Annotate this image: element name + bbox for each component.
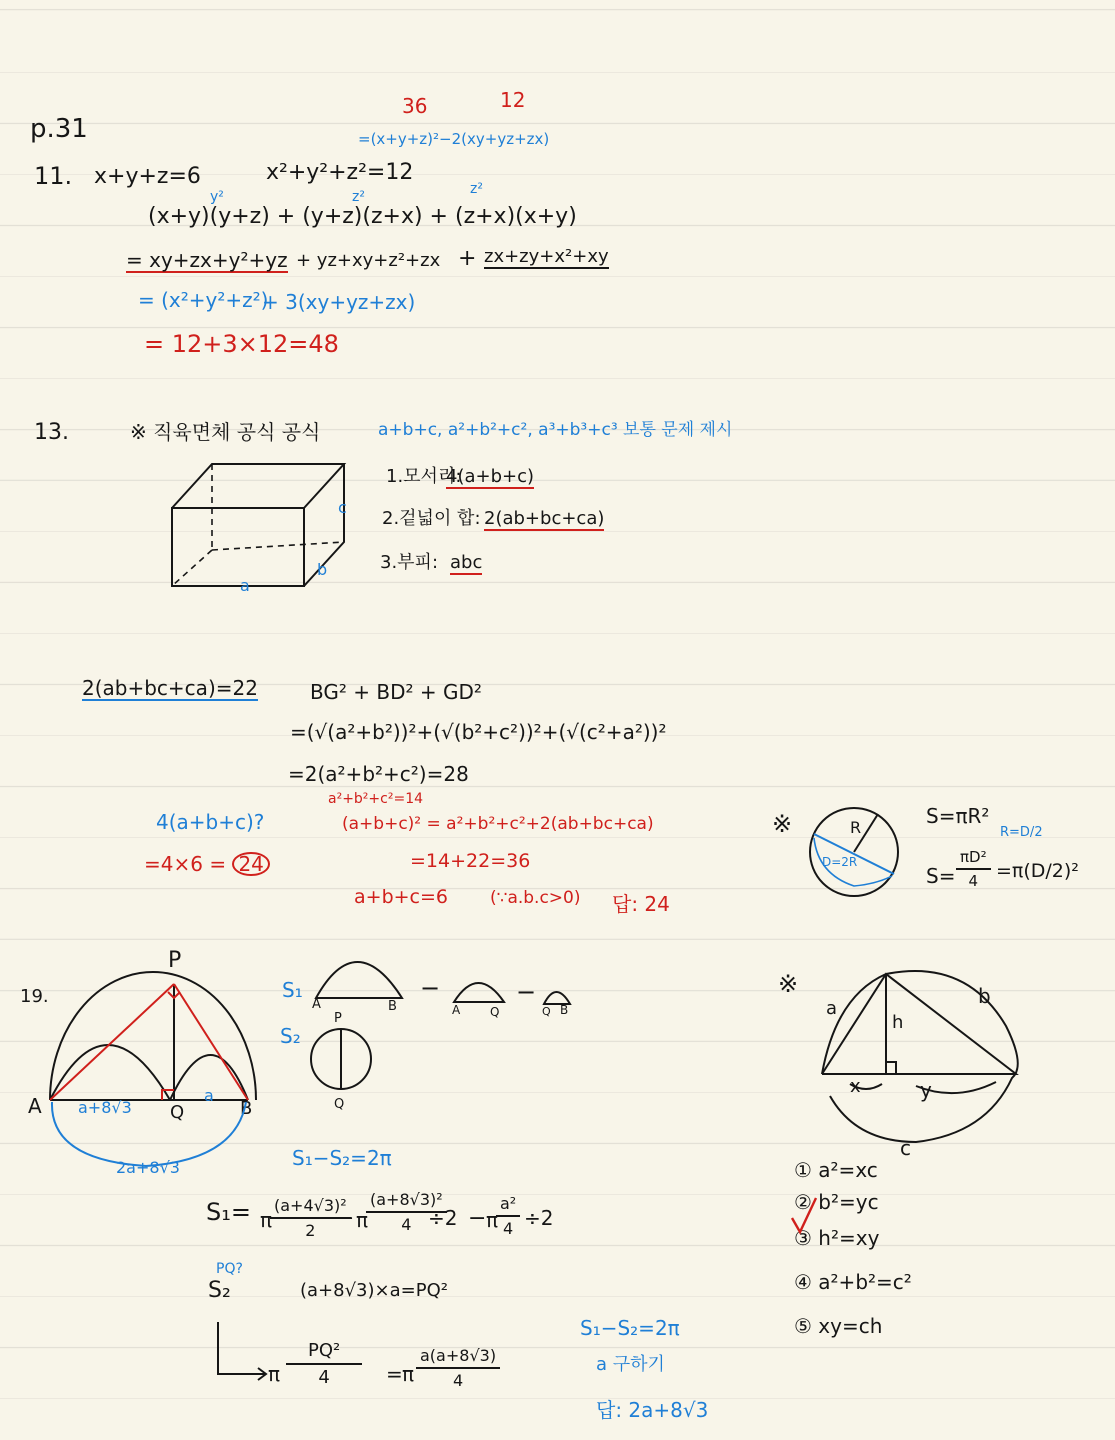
formula-1-label: 1.모서리: [386, 466, 462, 487]
s1-mid-Q: Q [490, 1005, 500, 1019]
formula-2-label: 2.겉넓이 합: [382, 508, 481, 529]
S2-label: S₂ [280, 1024, 301, 1048]
area-formula-r: S=πR² [926, 804, 990, 828]
pi-4: π [268, 1362, 281, 1386]
problem-19-label: 19. [20, 986, 49, 1007]
given-surface: 2(ab+bc+ca)=22 [82, 676, 258, 700]
S2-line-label: S₂ [208, 1278, 231, 1303]
note-12: 12 [500, 88, 526, 112]
segment-aq: a+8√3 [78, 1098, 132, 1117]
problem-13-label: 13. [34, 420, 69, 445]
relation-1: ① a²=xc [794, 1158, 878, 1182]
relation-2: ② b²=yc [794, 1190, 879, 1214]
sup-y2: y² [210, 189, 224, 205]
eq-sign: = [386, 1362, 403, 1386]
relation-5: ⑤ xy=ch [794, 1314, 883, 1338]
expansion-plus: + [458, 246, 477, 271]
pi-1: π [260, 1208, 273, 1232]
step-3a: = (x²+y²+z²) [138, 288, 269, 312]
segment-a: a [204, 1086, 214, 1105]
formula-1-value: 4(a+b+c) [446, 466, 535, 487]
circle-diagram [806, 802, 906, 902]
s1-mid-A: A [452, 1003, 461, 1017]
minus-1: − [420, 974, 441, 1002]
edge-c: c [338, 498, 347, 517]
S2-circle [308, 1024, 378, 1094]
semicircle-diagram [44, 972, 264, 1092]
difference-given: S₁−S₂=2π [292, 1146, 392, 1170]
edge-b: b [317, 560, 328, 579]
minus-3: − [336, 1206, 355, 1231]
expansion-3: zx+zy+x²+xy [484, 246, 609, 267]
s1-small-QB: Q [542, 1005, 551, 1018]
triangle-circle-diagram [816, 966, 1026, 1146]
step-4-result: = 12+3×12=48 [144, 330, 339, 358]
note-36: 36 [402, 94, 428, 118]
term3-tail: ÷2 [524, 1206, 554, 1230]
problem-11-label: 11. [34, 162, 73, 190]
arrow-connector [212, 1320, 272, 1380]
S1-term-3 [496, 1194, 520, 1238]
eq-14: a²+b²+c²=14 [328, 791, 424, 807]
question-edge-sum: 4(a+b+c)? [156, 810, 265, 834]
expansion-2: + yz+xy+z²+zx [296, 250, 441, 271]
S1-expression-pre: S₁= [206, 1198, 251, 1226]
sup-z2-a: z² [352, 189, 365, 205]
area-formula-d-pre: S= [926, 864, 956, 888]
S2-result-1 [286, 1340, 362, 1388]
res1-num: PQ² [286, 1340, 362, 1365]
point-B: B [240, 1098, 253, 1119]
term1-den: 2 [305, 1221, 316, 1240]
PQ-equation: (a+8√3)×a=PQ² [300, 1280, 448, 1301]
point-P: P [168, 948, 182, 973]
circle-note-mark: ※ [772, 810, 793, 838]
diameter-label: D=2R [822, 855, 858, 869]
point-Q: Q [170, 1102, 185, 1123]
radius-label: R [850, 818, 862, 837]
side-b: b [978, 984, 991, 1008]
s2-P: P [334, 1011, 342, 1026]
formula-3-label: 3.부피: [380, 552, 439, 573]
term1-num: (a+4√3)² [270, 1196, 351, 1219]
segment-x: x [850, 1076, 861, 1097]
side-a: a [826, 998, 838, 1019]
pi-3: π [486, 1208, 499, 1232]
answer-19: 답: 2a+8√3 [596, 1398, 709, 1422]
final-answer-13: 답: 24 [612, 892, 670, 916]
segment-total: 2a+8√3 [116, 1158, 180, 1177]
s1-A: A [312, 997, 321, 1012]
sum-6: a+b+c=6 [354, 886, 448, 908]
find-a-note: a 구하기 [596, 1354, 665, 1375]
diagonals-squared: BG² + BD² + GD² [310, 680, 482, 704]
relation-3: ③ h²=xy [794, 1226, 880, 1250]
area-formula-d-post: =π(D/2)² [996, 860, 1079, 882]
expansion-1: = xy+zx+y²+yz [126, 248, 288, 272]
cuboid-formula-title: ※ 직육면체 공식 공식 [130, 420, 321, 444]
given-square-sum: x²+y²+z²=12 [266, 160, 414, 185]
term3-den: 4 [503, 1219, 514, 1238]
answer-circled: 24 [232, 852, 269, 876]
pi-5: π [402, 1362, 415, 1386]
area-frac-den: 4 [968, 872, 979, 890]
minus-2: − [516, 978, 537, 1006]
term2-tail: ÷2 [428, 1206, 458, 1230]
positive-note: (∵a.b.c>0) [490, 888, 581, 908]
sqrt-line: =(√(a²+b²))²+(√(b²+c²))²+(√(c²+a²))² [290, 720, 667, 744]
red-check-mark [790, 1196, 820, 1236]
side-c: c [900, 1136, 911, 1160]
answer-prefix [144, 852, 270, 876]
radius-diameter: R=D/2 [1000, 825, 1043, 840]
page-reference: p.31 [30, 114, 88, 144]
cuboid-note: a+b+c, a²+b²+c², a³+b³+c³ 보통 문제 제시 [378, 420, 733, 440]
formula-2-value: 2(ab+bc+ca) [484, 508, 605, 529]
answer-prefix-text: =4×6 = [144, 852, 227, 876]
cuboid-diagram [168, 458, 368, 598]
expression: (x+y)(y+z) + (y+z)(z+x) + (z+x)(x+y) [148, 204, 577, 229]
relation-4: ④ a²+b²=c² [794, 1270, 912, 1294]
s2-Q: Q [334, 1097, 345, 1112]
term2-den: 4 [401, 1215, 412, 1234]
S2-result-2 [416, 1346, 500, 1390]
s1-B: B [388, 999, 397, 1014]
PQ-question: PQ? [216, 1261, 243, 1277]
res2-num: a(a+8√3) [416, 1346, 500, 1369]
minus-4: − [468, 1206, 487, 1231]
pi-2: π [356, 1208, 369, 1232]
blue-difference: S₁−S₂=2π [580, 1316, 680, 1340]
term2-num: (a+8√3)² [366, 1190, 447, 1213]
sum-square: (a+b+c)² = a²+b²+c²+2(ab+bc+ca) [342, 814, 654, 834]
height-h: h [892, 1012, 904, 1033]
s1-small-B: B [560, 1003, 569, 1017]
edge-a: a [240, 576, 250, 595]
term3-num: a² [496, 1194, 520, 1217]
res2-den: 4 [452, 1371, 464, 1390]
step-3b: + 3(xy+yz+zx) [262, 290, 416, 314]
res1-den: 4 [318, 1367, 330, 1388]
formula-3-value: abc [450, 552, 483, 573]
eq-28: =2(a²+b²+c²)=28 [288, 762, 469, 786]
S1-label: S₁ [282, 978, 303, 1002]
triangle-note-mark: ※ [778, 970, 799, 998]
sup-z2-b: z² [470, 181, 483, 197]
identity-note: =(x+y+z)²−2(xy+yz+zx) [358, 130, 550, 148]
given-sum: x+y+z=6 [94, 164, 201, 189]
eq-36: =14+22=36 [410, 850, 531, 872]
point-A: A [28, 1094, 42, 1118]
area-frac-num: πD² [956, 848, 991, 870]
segment-y: y [920, 1078, 932, 1102]
area-formula-d-frac [956, 848, 991, 890]
